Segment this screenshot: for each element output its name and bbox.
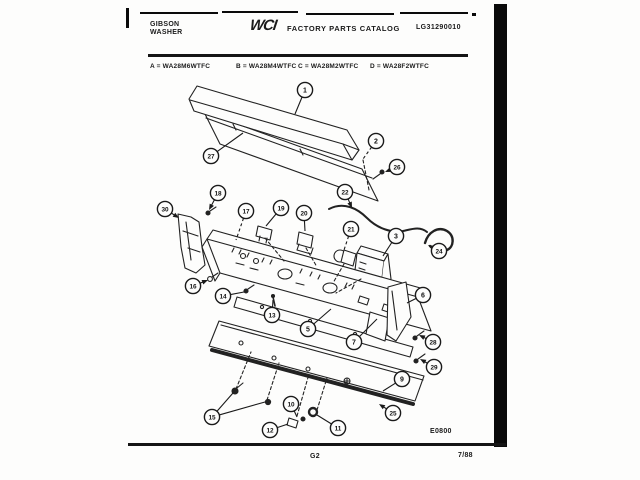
brand-line-2: WASHER bbox=[150, 29, 183, 36]
svg-text:13: 13 bbox=[268, 312, 276, 320]
svg-text:21: 21 bbox=[347, 226, 355, 234]
svg-text:25: 25 bbox=[389, 410, 397, 418]
page-number: G2 bbox=[310, 453, 320, 460]
svg-text:9: 9 bbox=[400, 376, 404, 384]
callout-19 bbox=[266, 200, 289, 226]
callout-26 bbox=[385, 159, 405, 174]
callout-15 bbox=[204, 393, 265, 425]
svg-text:30: 30 bbox=[161, 206, 169, 214]
svg-text:17: 17 bbox=[242, 208, 250, 216]
model-code-c: C = WA28M2WTFC bbox=[298, 63, 359, 70]
svg-text:6: 6 bbox=[421, 292, 425, 300]
part-switch-20 bbox=[297, 232, 313, 254]
callout-1 bbox=[295, 82, 313, 114]
callout-24 bbox=[428, 243, 447, 258]
svg-text:7: 7 bbox=[352, 339, 356, 347]
svg-text:28: 28 bbox=[429, 339, 437, 347]
callout-3 bbox=[383, 228, 404, 256]
callout-18 bbox=[209, 185, 226, 210]
callout-30 bbox=[157, 201, 179, 218]
document-number: LG31290010 bbox=[416, 24, 461, 31]
brand-line-1: GIBSON bbox=[150, 21, 180, 28]
callout-25 bbox=[379, 404, 401, 421]
svg-text:12: 12 bbox=[266, 427, 274, 435]
catalog-title: FACTORY PARTS CATALOG bbox=[287, 24, 400, 33]
model-code-b: B = WA28M4WTFC bbox=[236, 63, 297, 70]
svg-text:5: 5 bbox=[306, 326, 310, 334]
svg-text:27: 27 bbox=[207, 153, 215, 161]
callout-13 bbox=[264, 300, 279, 323]
callout-21 bbox=[343, 221, 358, 250]
callout-2 bbox=[363, 133, 384, 159]
callout-17 bbox=[236, 203, 254, 240]
callout-29 bbox=[420, 359, 442, 375]
svg-text:14: 14 bbox=[219, 293, 227, 301]
footer-rule bbox=[128, 443, 506, 446]
plate-code: E0800 bbox=[430, 428, 452, 435]
model-code-d: D = WA28F2WTFC bbox=[370, 63, 429, 70]
date-code: 7/88 bbox=[458, 452, 473, 459]
svg-text:15: 15 bbox=[208, 414, 216, 422]
part-switch-19 bbox=[256, 226, 272, 243]
svg-text:20: 20 bbox=[300, 210, 308, 218]
model-code-a: A = WA28M6WTFC bbox=[150, 63, 211, 70]
svg-text:24: 24 bbox=[435, 248, 443, 256]
wci-logo: WCI bbox=[248, 17, 278, 34]
svg-text:18: 18 bbox=[214, 190, 222, 198]
svg-text:19: 19 bbox=[277, 205, 285, 213]
callout-10 bbox=[283, 396, 298, 417]
svg-text:16: 16 bbox=[189, 283, 197, 291]
part-left-bracket bbox=[178, 214, 205, 273]
svg-text:3: 3 bbox=[394, 233, 398, 241]
callout-11 bbox=[317, 415, 346, 436]
svg-text:22: 22 bbox=[341, 189, 349, 197]
callout-28 bbox=[419, 334, 441, 349]
svg-text:2: 2 bbox=[374, 138, 378, 146]
part-panel-screw bbox=[344, 378, 350, 384]
part-right-end-cap bbox=[387, 282, 411, 341]
svg-text:10: 10 bbox=[287, 401, 295, 409]
svg-text:29: 29 bbox=[430, 364, 438, 372]
callout-12 bbox=[262, 422, 288, 437]
callout-16 bbox=[185, 278, 208, 293]
callout-22 bbox=[337, 184, 352, 208]
svg-text:26: 26 bbox=[393, 164, 401, 172]
part-switch-21 bbox=[334, 250, 356, 266]
callout-20 bbox=[296, 205, 311, 231]
svg-text:11: 11 bbox=[334, 425, 342, 433]
svg-text:1: 1 bbox=[303, 87, 307, 95]
